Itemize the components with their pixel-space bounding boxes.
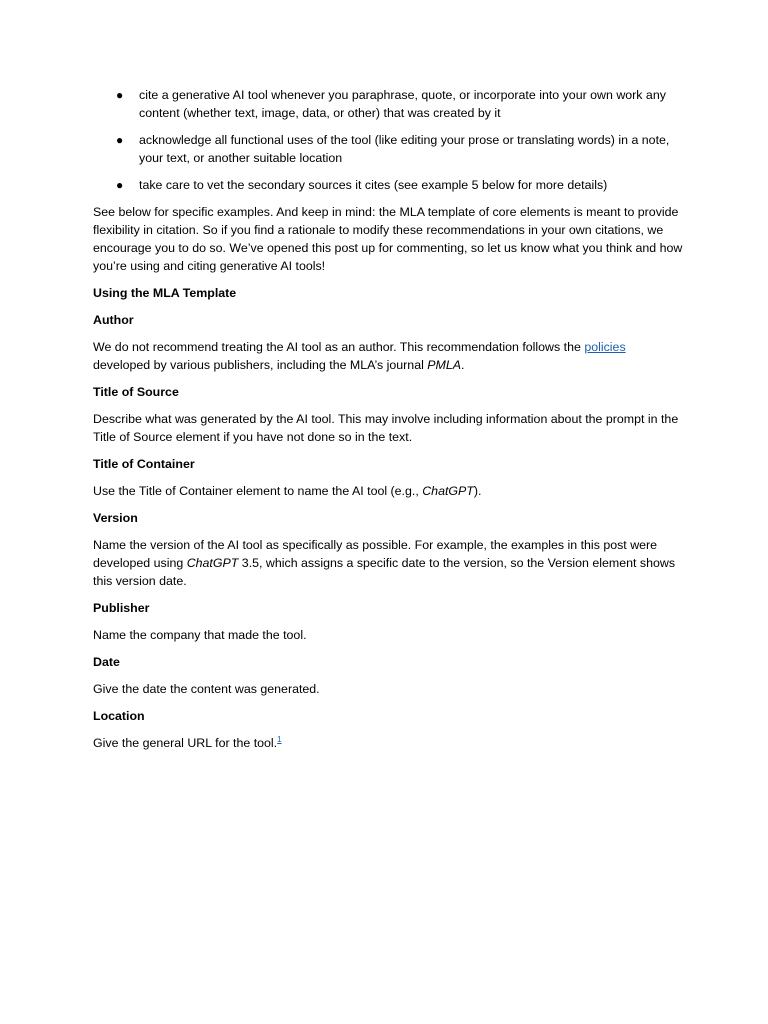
tool-name: ChatGPT: [422, 484, 474, 498]
intro-paragraph: See below for specific examples. And keep in mind: the MLA template of core elements is meant to provide flexibility in citation. So if you find a rationale to modify these recommendations in your own citations, we encourage you to do so. We’ve opened this post up for commenting, so let us know what you think and how you’re using and citing generative AI tools!: [93, 205, 683, 273]
list-item: [93, 176, 683, 194]
footnote-link[interactable]: 1: [277, 734, 282, 744]
title-of-container-heading: Title of Container: [93, 457, 195, 471]
document-page: [93, 86, 683, 761]
author-paragraph: [93, 338, 683, 374]
version-paragraph: [93, 536, 683, 590]
bullet-icon: ●: [116, 133, 124, 147]
date-paragraph: Give the date the content was generated.: [93, 682, 320, 696]
list-item: [93, 86, 683, 122]
publisher-heading: Publisher: [93, 601, 150, 615]
author-text-2: developed by various publishers, including the MLA’s journal: [93, 358, 428, 372]
list-item-text: cite a generative AI tool whenever you paraphrase, quote, or incorporate into your own work any content (whether text, image, data, or other) that was created by it: [139, 88, 666, 120]
list-item-text: acknowledge all functional uses of the tool (like editing your prose or translating words) in a note, your text, or another suitable location: [139, 133, 670, 165]
container-text-2: ).: [473, 484, 482, 498]
container-text-1: Use the Title of Container element to name the AI tool (e.g.,: [93, 484, 423, 498]
journal-name: PMLA: [427, 358, 462, 372]
title-of-source-paragraph: Describe what was generated by the AI tool. This may involve including information about the prompt in the Title of Source element if you have not done so in the text.: [93, 412, 679, 444]
guideline-list: [93, 86, 683, 194]
author-heading: Author: [93, 313, 134, 327]
publisher-paragraph: Name the company that made the tool.: [93, 628, 307, 642]
location-text: Give the general URL for the tool.: [93, 736, 278, 750]
location-paragraph: [93, 734, 683, 752]
template-heading: Using the MLA Template: [93, 286, 237, 300]
version-text-1: Name the version of the AI tool as specifically as possible. For example, the examples in this post were developed using: [93, 538, 658, 570]
author-text-3: .: [461, 358, 465, 372]
policies-link[interactable]: policies: [584, 340, 626, 354]
date-heading: Date: [93, 655, 120, 669]
tool-name: ChatGPT: [186, 556, 239, 570]
title-of-container-paragraph: [93, 482, 683, 500]
version-heading: Version: [93, 511, 138, 525]
version-text-2: 3.5, which assigns a specific date to the version, so the Version element shows this version date.: [93, 556, 676, 588]
bullet-icon: ●: [116, 88, 124, 102]
title-of-source-heading: Title of Source: [93, 385, 179, 399]
location-heading: Location: [93, 709, 145, 723]
author-text-1: We do not recommend treating the AI tool as an author. This recommendation follows the: [93, 340, 585, 354]
list-item-text: take care to vet the secondary sources it cites (see example 5 below for more details): [139, 178, 608, 192]
bullet-icon: ●: [116, 178, 124, 192]
list-item: [93, 131, 683, 167]
